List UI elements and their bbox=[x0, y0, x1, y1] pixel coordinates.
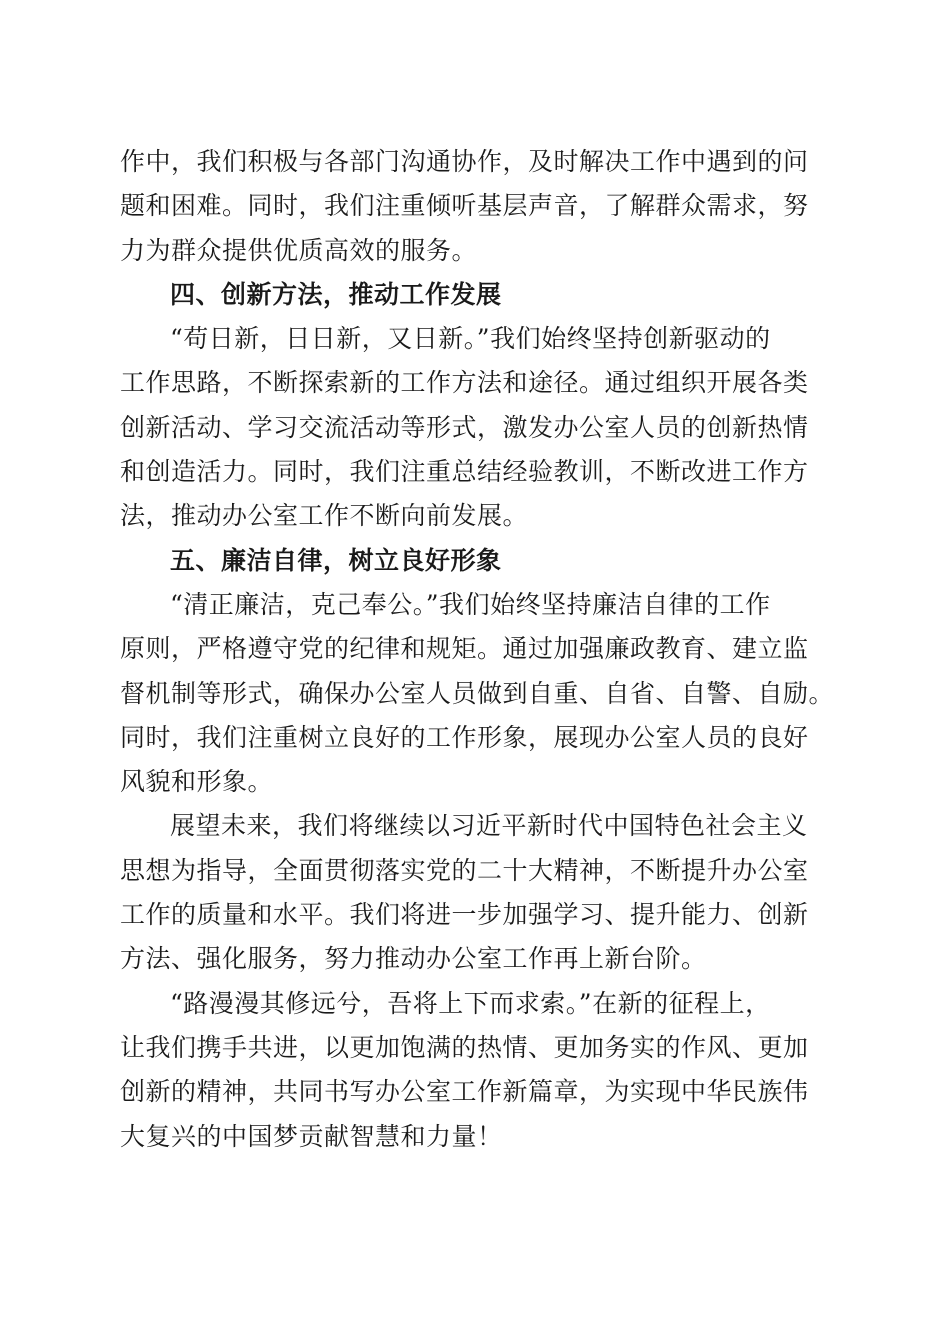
text-line: 创新活动、学习交流活动等形式，激发办公室人员的创新热情 bbox=[120, 412, 809, 442]
paragraph-section-4 bbox=[120, 317, 830, 538]
paragraph-outlook bbox=[120, 804, 830, 981]
section-heading-4: 四、创新方法，推动工作发展 bbox=[170, 279, 502, 309]
paragraph-continuation bbox=[120, 140, 830, 273]
text-line: 让我们携手共进，以更加饱满的热情、更加务实的作风、更加 bbox=[120, 1032, 809, 1062]
text-line: 力为群众提供优质高效的服务。 bbox=[120, 235, 478, 265]
text-line: “苟日新，日日新，又日新。”我们始终坚持创新驱动的 bbox=[170, 324, 771, 354]
text-line: 思想为指导，全面贯彻落实党的二十大精神，不断提升办公室 bbox=[120, 855, 809, 885]
text-line: 方法、强化服务，努力推动办公室工作再上新台阶。 bbox=[120, 944, 707, 974]
text-line: “清正廉洁，克己奉公。”我们始终坚持廉洁自律的工作 bbox=[170, 589, 771, 619]
text-line: 原则，严格遵守党的纪律和规矩。通过加强廉政教育、建立监 bbox=[120, 634, 809, 664]
paragraph-closing bbox=[120, 982, 830, 1159]
text-line: 和创造活力。同时，我们注重总结经验教训，不断改进工作方 bbox=[120, 457, 809, 487]
text-line: 题和困难。同时，我们注重倾听基层声音，了解群众需求，努 bbox=[120, 191, 809, 221]
text-line: 工作的质量和水平。我们将进一步加强学习、提升能力、创新 bbox=[120, 900, 809, 930]
text-line: 风貌和形象。 bbox=[120, 767, 274, 797]
text-line: 大复兴的中国梦贡献智慧和力量！ bbox=[120, 1121, 503, 1151]
text-line: 督机制等形式，确保办公室人员做到自重、自省、自警、自励。 bbox=[120, 678, 835, 708]
text-line: 作中，我们积极与各部门沟通协作，及时解决工作中遇到的问 bbox=[120, 147, 809, 176]
text-line: 同时，我们注重树立良好的工作形象，展现办公室人员的良好 bbox=[120, 722, 809, 752]
text-line: 展望未来，我们将继续以习近平新时代中国特色社会主义 bbox=[170, 811, 808, 841]
text-line: 创新的精神，共同书写办公室工作新篇章，为实现中华民族伟 bbox=[120, 1077, 809, 1107]
section-heading-5: 五、廉洁自律，树立良好形象 bbox=[170, 545, 502, 575]
text-line: 工作思路，不断探索新的工作方法和途径。通过组织开展各类 bbox=[120, 368, 809, 398]
paragraph-section-5 bbox=[120, 583, 835, 804]
text-line: 法，推动办公室工作不断向前发展。 bbox=[120, 501, 529, 531]
text-line: “路漫漫其修远兮，吾将上下而求索。”在新的征程上， bbox=[170, 988, 771, 1018]
document-body bbox=[120, 140, 835, 1159]
